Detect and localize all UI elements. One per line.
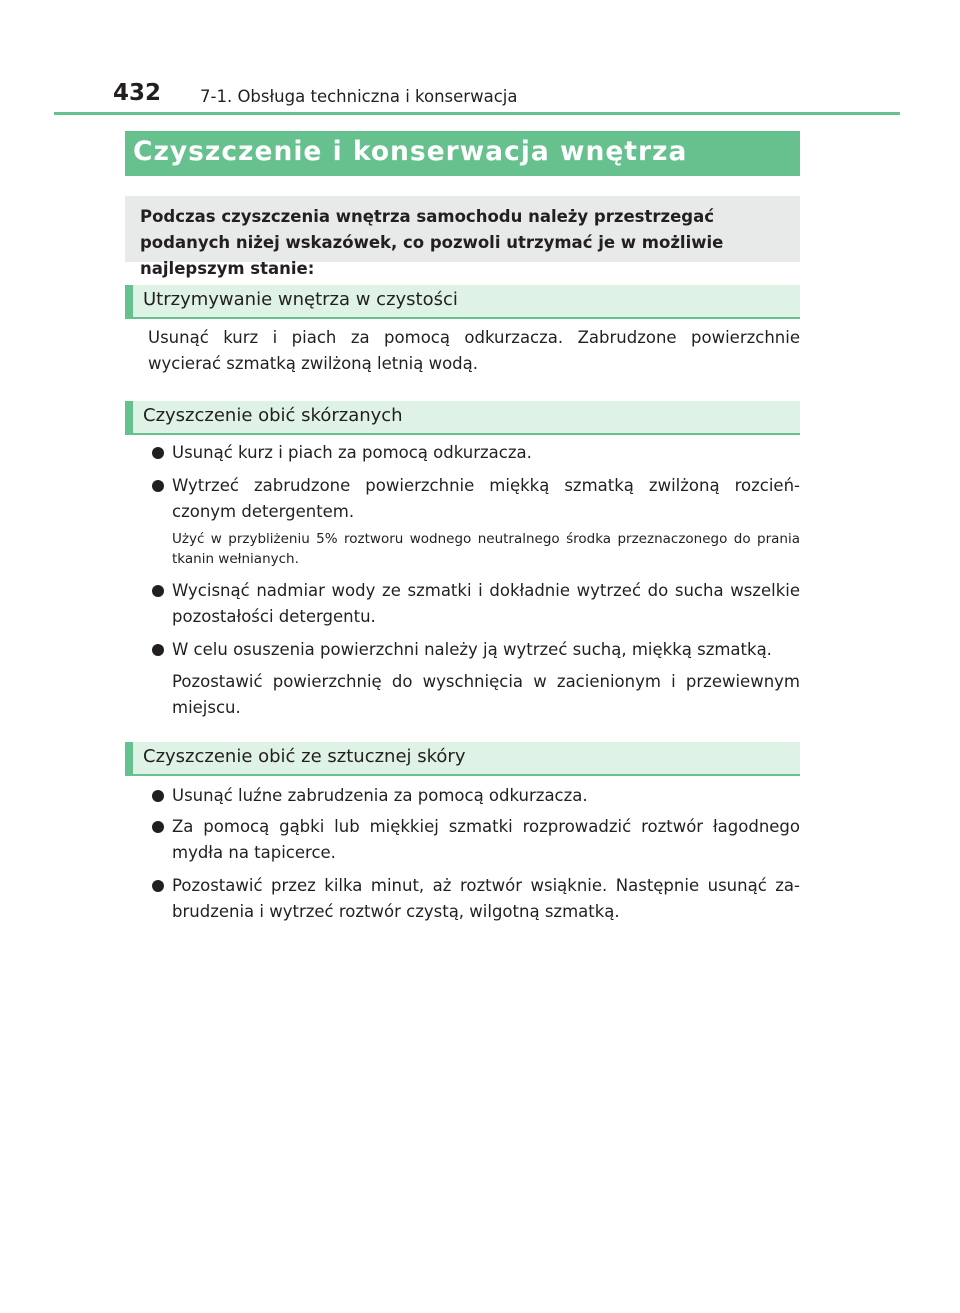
bullet-icon: [152, 821, 164, 833]
list-item: [172, 814, 800, 866]
bullet-icon: [152, 880, 164, 892]
list-item-text: Wycisnąć nadmiar wody ze szmatki i dokładnie wytrzeć do sucha wszelkie pozostałości detergentu.: [172, 581, 800, 626]
section-paragraph: Usunąć kurz i piach za pomocą odkurzacza. Zabrudzone powierzchnie wycierać szmatką zwilżoną letnią wodą.: [148, 328, 800, 373]
bullet-icon: [152, 447, 164, 459]
bullet-icon: [152, 790, 164, 802]
chapter-title: 7-1. Obsługa techniczna i konserwacja: [200, 87, 518, 106]
page-number: 432: [113, 80, 162, 106]
header-divider: [54, 112, 900, 115]
page-title-bar: [125, 131, 800, 176]
list-item-text: W celu osuszenia powierzchni należy ją wytrzeć suchą, miękką szmatką.: [172, 640, 772, 659]
list-item-text: Usunąć luźne zabrudzenia za pomocą odkurzacza.: [172, 786, 588, 805]
list-item: [172, 637, 800, 663]
section-heading-label: Utrzymywanie wnętrza w czystości: [143, 289, 458, 310]
intro-text: Podczas czyszczenia wnętrza samochodu należy przestrzegać podanych niżej wskazówek, co pozwoli utrzymać je w możliwie najlepszym stanie:: [140, 207, 724, 278]
list-item: [172, 873, 800, 925]
section-heading-label: Czyszczenie obić skórzanych: [143, 405, 403, 426]
list-item-text: Wytrzeć zabrudzone powierzchnie miękką szmatką zwilżoną rozcień-czonym detergentem.: [172, 476, 800, 521]
list-item: [172, 473, 800, 525]
intro-box: [125, 196, 800, 278]
list-item-text: Za pomocą gąbki lub miękkiej szmatki rozprowadzić roztwór łagodnego mydła na tapicerce.: [172, 817, 800, 862]
section-heading-leather: [125, 401, 800, 435]
section-heading-synthetic-leather: [125, 742, 800, 776]
list-item-note: Użyć w przybliżeniu 5% roztworu wodnego neutralnego środka przeznaczonego do prania tkanin wełnianych.: [172, 531, 800, 567]
page-title: Czyszczenie i konserwacja wnętrza: [133, 136, 688, 167]
list-item: [172, 783, 800, 809]
list-item-extra: Pozostawić powierzchnię do wyschnięcia w zacienionym i przewiewnym miejscu.: [172, 672, 800, 717]
section-heading-cleanliness: [125, 285, 800, 319]
list-item-text: Usunąć kurz i piach za pomocą odkurzacza.: [172, 443, 532, 462]
bullet-icon: [152, 585, 164, 597]
bullet-icon: [152, 480, 164, 492]
section-heading-label: Czyszczenie obić ze sztucznej skóry: [143, 746, 466, 767]
list-item: [172, 440, 800, 466]
list-item: [172, 578, 800, 630]
list-item-text: Pozostawić przez kilka minut, aż roztwór wsiąknie. Następnie usunąć za-brudzenia i wytrzeć roztwór czystą, wilgotną szmatką.: [172, 876, 800, 921]
bullet-icon: [152, 644, 164, 656]
